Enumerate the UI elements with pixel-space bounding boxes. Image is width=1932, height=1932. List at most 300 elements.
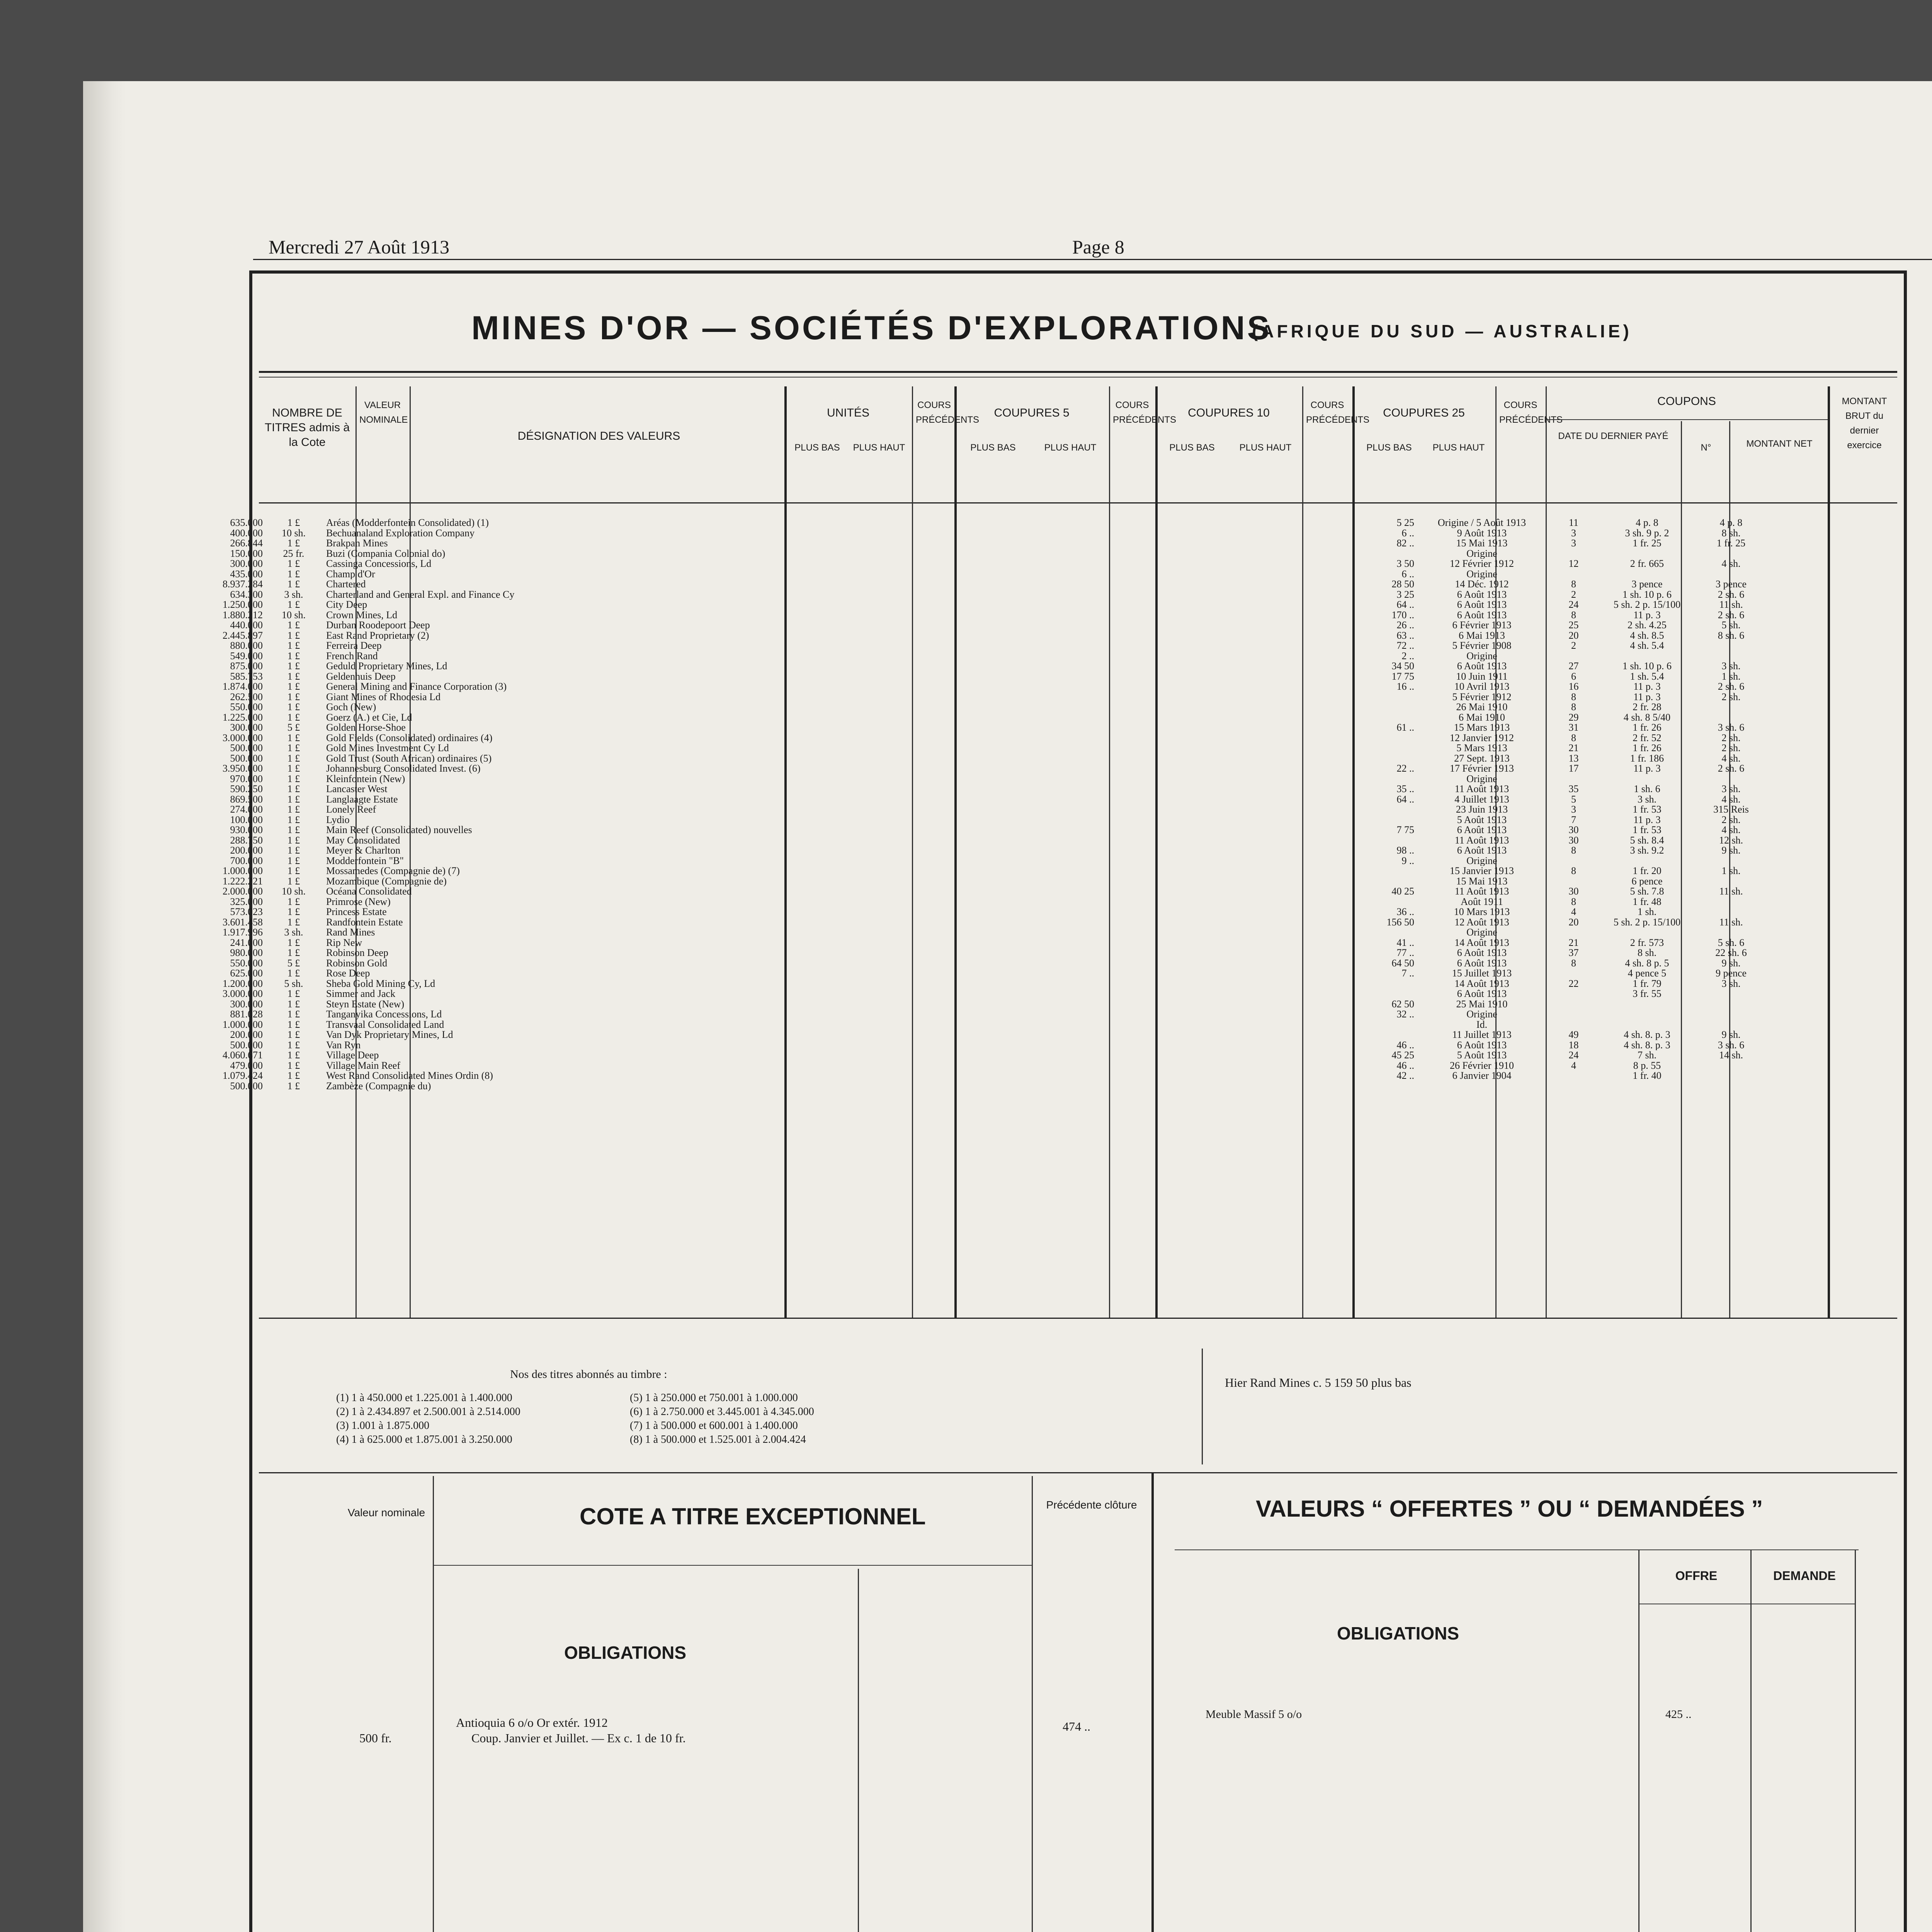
row-cours: 170 .. [1391,610,1414,620]
row-montant-brut: 4 sh. [1721,559,1741,569]
row-montant-net: 11 p. 3 [1633,764,1661,774]
table-row [178,579,1766,590]
table-row [178,804,1766,815]
col-c10: COUPURES 10 [1188,406,1270,419]
row-montant-net: 1 fr. 186 [1630,753,1664,764]
table-row [178,518,1766,528]
row-montant-net: 4 sh. 8. p. 3 [1624,1040,1670,1050]
row-cours: 40 25 [1391,886,1414,897]
table-row [178,610,1766,621]
row-cours [692,713,1414,723]
table-row [178,651,1766,662]
row-designation: Golden Horse-Shoe [326,723,406,733]
row-designation: City Deep [326,600,367,610]
row-valeur: 1 £ [287,876,300,886]
offertes-sep [1638,1549,1639,1932]
row-num: 20 [1568,630,1579,641]
row-valeur: 1 £ [287,948,300,958]
row-nombre: 500.000 [230,753,263,764]
row-designation: Tanganyika Concessions, Ld [326,1009,442,1020]
row-num: 13 [1568,753,1579,764]
col-sep [1828,386,1830,1318]
row-num [1549,774,1598,784]
row-designation: Lydio [326,815,350,825]
row-date: 6 Mai 1910 [1459,712,1505,723]
row-date: 5 Février 1912 [1452,692,1512,702]
offertes-item: Meuble Massif 5 o/o [1206,1708,1302,1721]
timbre-left [336,1391,520,1447]
row-nombre: 479.000 [230,1060,263,1071]
col-c25: COUPURES 25 [1383,406,1465,419]
row-designation: Langlaagte Estate [326,794,398,804]
row-montant-brut: 14 sh. [1719,1050,1743,1061]
row-valeur: 1 £ [287,825,300,835]
row-num: 8 [1571,702,1576,713]
row-date: 17 Février 1913 [1449,764,1514,774]
col-valeur: VALEUR NOMINALE [359,400,408,425]
row-valeur: 1 £ [287,733,300,743]
row-valeur: 10 sh. [281,610,306,620]
table-end-rule [259,1318,1897,1319]
row-designation: Mossamedes (Compagnie de) (7) [326,866,460,876]
row-nombre: 500.000 [230,743,263,753]
row-designation: Bechuanaland Exploration Company [326,528,475,538]
table-row [178,692,1766,702]
row-valeur: 1 £ [287,1030,300,1040]
row-montant-net: 3 sh. 9.2 [1630,845,1664,856]
table-row [178,1040,1766,1051]
table-row [178,549,1766,559]
row-date: 6 Août 1913 [1457,589,1507,600]
row-designation: Zambèze (Compagnie du) [326,1081,431,1091]
row-date: 15 Mai 1913 [1456,538,1508,549]
row-date: 27 Sept. 1913 [1454,753,1510,764]
row-nombre: 274.000 [230,804,263,815]
col-c5-bas: PLUS BAS [970,442,1016,453]
row-designation: Sheba Gold Mining Cy, Ld [326,978,435,989]
col-num: N° [1701,442,1711,453]
row-date: 5 Mars 1913 [1456,743,1507,753]
row-nombre: 549.000 [230,651,263,661]
row-num: 8 [1571,692,1576,702]
row-designation: Simmer and Jack [326,989,396,999]
row-montant-brut [1696,989,1766,999]
row-montant-brut: 11 sh. [1719,917,1743,927]
row-valeur: 1 £ [287,907,300,917]
table-row [178,528,1766,539]
row-num: 11 [1568,518,1579,528]
table-row [178,794,1766,805]
offertes-obligations: OBLIGATIONS [1337,1623,1459,1643]
row-montant-brut [1696,569,1766,580]
row-designation: Rose Deep [326,968,370,979]
row-montant-net: 1 fr. 26 [1633,743,1662,753]
row-cours [692,733,1414,743]
row-nombre: 869.500 [230,794,263,804]
row-designation: Charterland and General Expl. and Finance Cy [326,589,515,600]
col-montant-brut: MONTANT BRUT du dernier exercice [1842,396,1887,451]
exc-item2: Coup. Janvier et Juillet. — Ex c. 1 de 10 fr. [471,1731,686,1745]
row-date: 26 Février 1910 [1449,1060,1514,1071]
row-valeur: 1 £ [287,999,300,1009]
row-designation: Robinson Deep [326,948,389,958]
row-montant-net: 4 sh. 8. p. 3 [1624,1030,1670,1040]
row-cours [692,866,1414,876]
table-row [178,631,1766,641]
timbre-sep [1202,1349,1203,1464]
row-designation: Cassinga Concessions, Ld [326,559,432,569]
row-montant-net: 1 sh. 5.4 [1630,671,1664,682]
row-valeur: 1 £ [287,651,300,661]
row-cours: 32 .. [1396,1009,1414,1020]
table-row [178,815,1766,825]
row-designation: Goch (New) [326,702,376,713]
row-montant-brut: 3 sh. [1721,784,1741,794]
row-num [1549,968,1598,979]
row-cours [692,804,1414,815]
row-montant-net: 4 sh. 8 p. 5 [1625,958,1669,968]
timbre-item: (2) 1 à 2.434.897 et 2.500.001 à 2.514.000 [336,1406,520,1418]
row-montant-net [1598,1009,1696,1020]
row-date: 14 Août 1913 [1454,978,1509,989]
row-valeur: 10 sh. [281,886,306,897]
row-valeur: 1 £ [287,661,300,672]
row-montant-brut [1696,713,1766,723]
row-nombre: 500.000 [230,1040,263,1050]
timbre-item: (6) 1 à 2.750.000 et 3.445.001 à 4.345.000 [630,1406,814,1418]
row-valeur: 1 £ [287,1081,300,1091]
row-nombre: 300.000 [230,999,263,1009]
row-cours [692,989,1414,999]
row-num [1549,876,1598,887]
row-designation: Giant Mines of Rhodesia Ld [326,692,441,702]
row-montant-brut: 2 sh. [1721,815,1741,825]
row-designation: Océana Consolidated [326,886,412,897]
binding-gutter [83,81,126,1932]
row-montant-brut: 4 p. 8 [1719,518,1743,528]
row-valeur: 1 £ [287,569,300,579]
row-montant-brut: 8 sh. [1721,528,1741,538]
row-montant-brut [1696,1081,1766,1092]
row-valeur: 1 £ [287,937,300,948]
row-date: 25 Mai 1910 [1456,999,1508,1009]
row-cours: 3 50 [1396,559,1414,569]
row-valeur: 1 £ [287,630,300,641]
table-row [178,753,1766,764]
timbre-item: (8) 1 à 500.000 et 1.525.001 à 2.004.424 [630,1434,806,1446]
row-designation: Aréas (Modderfontein Consolidated) (1) [326,518,489,528]
row-cours: 6 .. [1401,528,1414,538]
row-valeur: 1 £ [287,784,300,794]
row-nombre: 1.250.000 [223,600,263,610]
row-date: Origine [1466,1009,1497,1020]
row-num: 21 [1568,937,1579,948]
row-cours [692,835,1414,846]
row-montant-brut [1696,1061,1766,1071]
row-num: 6 [1571,671,1576,682]
row-num: 30 [1568,825,1579,835]
row-montant-net: 8 p. 55 [1633,1060,1661,1071]
row-nombre: 500.000 [230,1081,263,1091]
row-designation: Primrose (New) [326,896,391,907]
row-montant-net: 5 sh. 8.4 [1630,835,1664,845]
table-row [178,938,1766,948]
row-date: 15 Juillet 1913 [1452,968,1512,979]
col-cours-prec-2: COURS PRÉCÉDENTS [1113,400,1177,425]
row-montant-brut: 1 sh. [1721,671,1741,682]
row-valeur: 1 £ [287,1019,300,1030]
row-num [1549,569,1598,580]
row-date: 11 Août 1913 [1454,784,1509,794]
row-num [1549,1081,1598,1092]
row-nombre: 875.000 [230,661,263,672]
mines-table [178,518,1766,1091]
row-valeur: 1 £ [287,804,300,815]
header-rule [253,259,1932,260]
row-valeur: 1 £ [287,579,300,590]
col-montant-net: MONTANT NET [1746,439,1813,449]
row-montant-net: 5 sh. 7.8 [1630,886,1664,897]
row-cours: 7 .. [1401,968,1414,979]
timbre-item: (1) 1 à 450.000 et 1.225.001 à 1.400.000 [336,1392,512,1404]
row-designation: Mozambique (Compagnie de) [326,876,447,886]
table-row [178,979,1766,989]
row-valeur: 1 £ [287,692,300,702]
row-montant-net: 11 p. 3 [1633,692,1661,702]
row-nombre: 8.937.284 [223,579,263,590]
row-num: 17 [1568,764,1579,774]
main-subtitle: (AFRIQUE DU SUD — AUSTRALIE) [1252,321,1632,341]
row-cours [692,692,1414,702]
exc-col-prec: Précédente clôture [1046,1499,1137,1511]
row-designation: Lancaster West [326,784,388,794]
row-cours: 62 50 [1391,999,1414,1009]
table-row [178,886,1766,897]
row-montant-brut: 8 sh. 6 [1718,630,1745,641]
row-nombre: 435.000 [230,569,263,579]
row-montant-brut: 1 sh. [1721,866,1741,876]
row-montant-brut [1696,856,1766,866]
row-cours: 35 .. [1396,784,1414,794]
row-montant-brut: 1 fr. 25 [1716,538,1746,549]
row-montant-brut: 4 sh. [1721,794,1741,804]
row-montant-net: 2 fr. 573 [1630,937,1664,948]
row-nombre: 930.000 [230,825,263,835]
row-date: 14 Déc. 1912 [1455,579,1509,590]
row-designation: Johannesburg Consolidated Invest. (6) [326,764,481,774]
table-row [178,713,1766,723]
row-date: 6 Août 1913 [1457,1040,1507,1050]
table-row [178,672,1766,682]
row-designation: Randfontein Estate [326,917,403,927]
row-valeur: 1 £ [287,1009,300,1020]
row-nombre: 590.250 [230,784,263,794]
timbre-item: (5) 1 à 250.000 et 750.001 à 1.000.000 [630,1392,798,1404]
row-date: 6 Août 1913 [1457,825,1507,835]
row-montant-net [1598,856,1696,866]
row-date: 6 Janvier 1904 [1452,1071,1512,1081]
table-row [178,968,1766,979]
row-valeur: 3 sh. [284,589,303,600]
row-date: 6 Août 1913 [1457,845,1507,856]
row-cours: 46 .. [1396,1060,1414,1071]
table-row [178,743,1766,753]
col-c5: COUPURES 5 [994,406,1070,419]
row-montant-net: 1 sh. [1637,907,1657,917]
row-num [1549,1009,1598,1020]
table-row [178,538,1766,549]
row-montant-net: 2 fr. 28 [1633,702,1662,713]
table-row [178,1030,1766,1040]
row-valeur: 1 £ [287,641,300,651]
row-valeur: 1 £ [287,989,300,999]
row-montant-net: 8 sh. [1637,948,1657,958]
row-montant-net: 1 fr. 26 [1633,723,1662,733]
row-montant-brut [1696,651,1766,662]
row-date: Août 1911 [1461,896,1503,907]
row-designation: Robinson Gold [326,958,388,968]
row-date: 6 Août 1913 [1457,661,1507,672]
col-cours-prec-3: COURS PRÉCÉDENTS [1306,400,1370,425]
table-row [178,948,1766,958]
row-cours: 64 50 [1391,958,1414,968]
row-nombre: 262.500 [230,692,263,702]
table-row [178,723,1766,733]
row-date: 15 Mai 1913 [1456,876,1508,886]
col-date: DATE DU DERNIER PAYÉ [1558,431,1668,441]
table-row [178,1050,1766,1061]
row-cours: 82 .. [1396,538,1414,549]
row-cours [692,1020,1414,1030]
row-montant-brut: 2 sh. [1721,733,1741,743]
row-cours: 34 50 [1391,661,1414,672]
row-num: 20 [1568,917,1579,927]
row-valeur: 1 £ [287,743,300,753]
table-row [178,907,1766,917]
row-designation: Kleinfontein (New) [326,774,405,784]
row-valeur: 1 £ [287,815,300,825]
row-num: 30 [1568,886,1579,897]
row-montant-brut: 3 sh. [1721,978,1741,989]
row-date: 6 Août 1913 [1457,989,1507,999]
col-unites-bas: PLUS BAS [794,442,840,453]
row-num: 8 [1571,579,1576,590]
row-valeur: 1 £ [287,600,300,610]
row-num: 8 [1571,733,1576,743]
exc-item1: Antioquia 6 o/o Or extér. 1912 [456,1716,608,1730]
row-num [1549,989,1598,999]
row-designation: Lonely Reef [326,804,376,815]
row-valeur: 1 £ [287,764,300,774]
row-nombre: 1.222.221 [223,876,263,886]
row-montant-brut [1696,1071,1766,1081]
row-cours [692,753,1414,764]
row-montant-brut [1696,1009,1766,1020]
table-row [178,999,1766,1010]
row-designation: East Rand Proprietary (2) [326,630,429,641]
row-cours [692,979,1414,989]
row-montant-net [1598,1081,1696,1092]
exc-sep [1032,1476,1033,1932]
row-nombre: 573.023 [230,907,263,917]
row-num [1549,549,1598,559]
row-nombre: 1.880.212 [223,610,263,620]
table-row [178,989,1766,999]
row-valeur: 1 £ [287,855,300,866]
row-date: Origine [1466,548,1497,559]
row-valeur: 1 £ [287,712,300,723]
row-montant-brut: 3 sh. 6 [1718,1040,1745,1050]
row-designation: Transvaal Consolidated Land [326,1019,444,1030]
row-cours: 17 75 [1391,671,1414,682]
row-date: Origine [1466,855,1497,866]
row-cours: 26 .. [1396,620,1414,631]
table-row [178,733,1766,743]
row-nombre: 550.000 [230,958,263,968]
table-row [178,569,1766,580]
exc-rule [433,1565,1032,1566]
row-nombre: 3.950.000 [223,764,263,774]
row-nombre: 3.601.458 [223,917,263,927]
row-designation: West Rand Consolidated Mines Ordin (8) [326,1071,493,1081]
row-cours: 61 .. [1396,723,1414,733]
row-valeur: 1 £ [287,1060,300,1071]
row-montant-net: 5 sh. 2 p. 15/100 [1613,917,1681,927]
row-designation: Van Dyk Proprietary Mines, Ld [326,1030,453,1040]
hier-note: Hier Rand Mines c. 5 159 50 plus bas [1225,1376,1412,1389]
row-montant-net: 1 sh. 6 [1634,784,1660,794]
row-cours [692,897,1414,907]
row-cours [692,743,1414,753]
main-title: MINES D'OR — SOCIÉTÉS D'EXPLORATIONS [471,310,1272,347]
table-row [178,641,1766,651]
row-num: 4 [1571,907,1576,917]
table-row [178,825,1766,835]
col-coupons: COUPONS [1657,395,1716,408]
row-montant-net: 1 sh. 10 p. 6 [1622,589,1672,600]
table-row [178,856,1766,866]
row-date: 10 Mars 1913 [1454,907,1510,917]
row-date: 14 Août 1913 [1454,937,1509,948]
row-montant-net: 1 sh. 10 p. 6 [1622,661,1672,672]
row-montant-brut: 315 Reis [1713,804,1749,815]
row-designation: Ferreira Deep [326,641,382,651]
row-nombre: 635.000 [230,518,263,528]
row-valeur: 1 £ [287,620,300,631]
row-cours: 42 .. [1396,1071,1414,1081]
row-nombre: 266.844 [230,538,263,549]
row-montant-net [1598,569,1696,580]
col-c10-haut: PLUS HAUT [1239,442,1292,453]
row-nombre: 200.000 [230,845,263,856]
row-date: Origine [1466,927,1497,938]
row-designation: French Rand [326,651,378,661]
table-row [178,702,1766,713]
row-valeur: 1 £ [287,702,300,713]
row-montant-brut: 2 sh. [1721,692,1741,702]
exc-sep [858,1569,859,1932]
row-num: 49 [1568,1030,1579,1040]
row-num: 21 [1568,743,1579,753]
row-date: 5 Août 1913 [1457,815,1507,825]
row-date: 6 Mai 1913 [1459,630,1505,641]
row-num: 5 [1571,794,1576,804]
row-cours [692,702,1414,713]
row-montant-brut [1696,702,1766,713]
row-nombre: 241.000 [230,937,263,948]
row-designation: May Consolidated [326,835,400,845]
row-num: 3 [1571,528,1576,538]
